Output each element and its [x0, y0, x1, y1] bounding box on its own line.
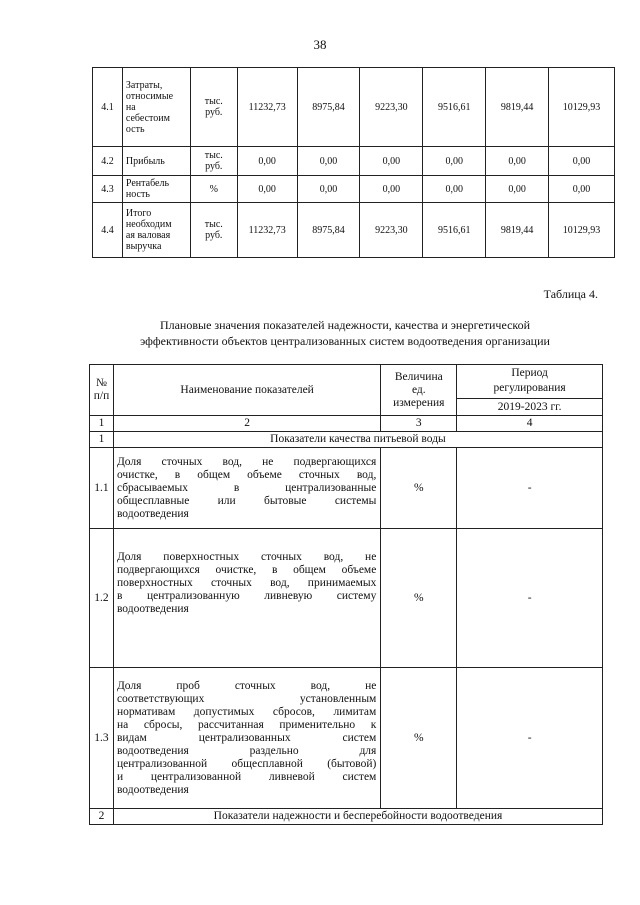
header-period-stack — [457, 365, 602, 415]
section-title: Показатели надежности и бесперебойности водоотведения — [113, 809, 602, 825]
indicator-value: - — [457, 529, 603, 668]
row-name-line: необходим — [125, 219, 172, 230]
row-name-line: Затраты, — [125, 79, 163, 91]
row-name-line: ая валовая — [125, 230, 171, 241]
description-line: водоотведения раздельно для — [116, 744, 377, 757]
header-period-label — [457, 365, 602, 398]
header-unit-line: измерения — [393, 396, 445, 409]
indicator-row — [90, 668, 603, 809]
row-number: 4.3 — [93, 176, 123, 203]
row-name-line: себестоим — [125, 112, 170, 124]
value-cell: 11232,73 — [237, 68, 297, 147]
row-name — [122, 68, 190, 147]
value-cell: 8975,84 — [297, 68, 360, 147]
description-line: Доля поверхностных сточных вод, не — [116, 551, 377, 563]
header-row — [90, 365, 603, 416]
value-cell: 0,00 — [486, 147, 549, 176]
header-period-line: регулирования — [493, 382, 566, 394]
value-cell: 0,00 — [360, 147, 423, 176]
description-line: и централизованной ливневой систем — [116, 770, 377, 783]
row-unit-line: тыс. — [204, 150, 223, 161]
description-line: в централизованную ливневую систему — [116, 590, 377, 602]
value-cell: 0,00 — [486, 176, 549, 203]
description-line: водоотведения — [116, 783, 189, 796]
header-num-line: п/п — [93, 390, 110, 402]
row-unit — [190, 176, 237, 203]
table-caption: Таблица 4. — [543, 287, 598, 301]
financial-row — [93, 176, 615, 203]
value-cell: 9223,30 — [360, 203, 423, 258]
row-name-line: выручка — [125, 241, 162, 252]
row-name — [122, 147, 190, 176]
row-number: 4.1 — [93, 68, 123, 147]
indicator-num: 1.3 — [90, 668, 114, 809]
row-unit — [190, 147, 237, 176]
description-line: Доля сточных вод, не подвергающихся — [116, 455, 377, 468]
description-line: видам централизованных систем — [116, 731, 377, 744]
row-name-line: Рентабель — [125, 178, 170, 189]
indicator-num: 1.1 — [90, 448, 114, 529]
table-title-line: эффективности объектов централизованных систем водоотведения организации — [140, 334, 550, 348]
indicator-description — [113, 668, 380, 809]
value-cell: 9819,44 — [486, 68, 549, 147]
row-unit — [190, 68, 237, 147]
value-cell: 9819,44 — [486, 203, 549, 258]
financial-row — [93, 147, 615, 176]
section-num: 2 — [90, 809, 114, 825]
value-cell: 0,00 — [297, 147, 360, 176]
header-period-value: 2019-2023 гг. — [457, 398, 602, 415]
section-row — [90, 809, 603, 825]
indicator-description — [113, 448, 380, 529]
indicator-unit: % — [381, 529, 457, 668]
indicator-value: - — [457, 448, 603, 529]
section-title: Показатели качества питьевой воды — [113, 432, 602, 448]
value-cell: 9223,30 — [360, 68, 423, 147]
financial-row — [93, 68, 615, 147]
indicator-value: - — [457, 668, 603, 809]
indicators-table — [89, 364, 603, 825]
header-num-line: № — [95, 377, 107, 389]
header-unit — [381, 365, 457, 416]
description-line: на сбросы, рассчитанная применительно к — [116, 718, 377, 731]
row-name-line: Итого — [125, 208, 152, 219]
indicator-unit: % — [381, 448, 457, 529]
value-cell: 0,00 — [423, 147, 486, 176]
col-number: 2 — [113, 416, 380, 432]
col-number: 1 — [90, 416, 114, 432]
row-number: 4.2 — [93, 147, 123, 176]
header-num — [90, 365, 114, 416]
value-cell: 0,00 — [549, 147, 615, 176]
header-unit-line: ед. — [411, 383, 426, 396]
row-name-line: Прибыль — [125, 155, 165, 167]
header-unit-line: Величина — [394, 370, 443, 383]
value-cell: 9516,61 — [423, 68, 486, 147]
description-line: водоотведения — [116, 603, 189, 615]
value-cell: 0,00 — [549, 176, 615, 203]
row-unit-line: тыс. — [204, 219, 223, 230]
col-number: 3 — [381, 416, 457, 432]
row-name — [122, 203, 190, 258]
description-line: централизованной общесплавной (бытовой) — [116, 757, 377, 770]
table-title — [60, 317, 630, 349]
row-unit-line: % — [209, 183, 218, 195]
description-line: водоотведения — [116, 507, 189, 520]
row-unit-line: руб. — [205, 230, 223, 241]
row-unit-line: руб. — [205, 107, 223, 118]
indicator-num: 1.2 — [90, 529, 114, 668]
description-line: поверхностных сточных вод, принимаемых — [116, 577, 377, 589]
row-name-line: на — [125, 101, 136, 113]
financial-table — [92, 67, 615, 258]
row-name-line: ность — [125, 189, 150, 200]
description-line: соответствующих установленным — [116, 692, 377, 705]
row-name-line: относимые — [125, 90, 174, 102]
header-name: Наименование показателей — [113, 365, 380, 416]
value-cell: 10129,93 — [549, 68, 615, 147]
row-unit-line: тыс. — [204, 96, 223, 107]
indicator-row — [90, 448, 603, 529]
column-numbers-row — [90, 416, 603, 432]
indicator-description — [113, 529, 380, 668]
row-name — [122, 176, 190, 203]
section-num: 1 — [90, 432, 114, 448]
col-number: 4 — [457, 416, 603, 432]
financial-row — [93, 203, 615, 258]
row-number: 4.4 — [93, 203, 123, 258]
value-cell: 11232,73 — [237, 203, 297, 258]
indicator-row — [90, 529, 603, 668]
value-cell: 0,00 — [237, 176, 297, 203]
row-unit — [190, 203, 237, 258]
row-unit-line: руб. — [205, 161, 223, 172]
description-line: Доля проб сточных вод, не — [116, 679, 377, 692]
table-title-line: Плановые значения показателей надежности, качества и энергетической — [159, 318, 531, 332]
value-cell: 8975,84 — [297, 203, 360, 258]
description-line: нормативам допустимых сбросов, лимитам — [116, 705, 377, 718]
description-line: очистке, в общем объеме сточных вод, — [116, 468, 377, 481]
section-row — [90, 432, 603, 448]
value-cell: 0,00 — [360, 176, 423, 203]
description-line: общесплавные или бытовые системы — [116, 494, 377, 507]
header-period — [457, 365, 603, 416]
page-number: 38 — [313, 37, 327, 52]
value-cell: 0,00 — [237, 147, 297, 176]
header-period-line: Период — [511, 367, 548, 379]
description-line: подвергающихся очистке, в общем объеме — [116, 564, 377, 576]
indicator-unit: % — [381, 668, 457, 809]
value-cell: 10129,93 — [549, 203, 615, 258]
row-name-line: ость — [125, 123, 145, 135]
value-cell: 0,00 — [297, 176, 360, 203]
value-cell: 9516,61 — [423, 203, 486, 258]
description-line: сбрасываемых в централизованные — [116, 481, 377, 494]
value-cell: 0,00 — [423, 176, 486, 203]
